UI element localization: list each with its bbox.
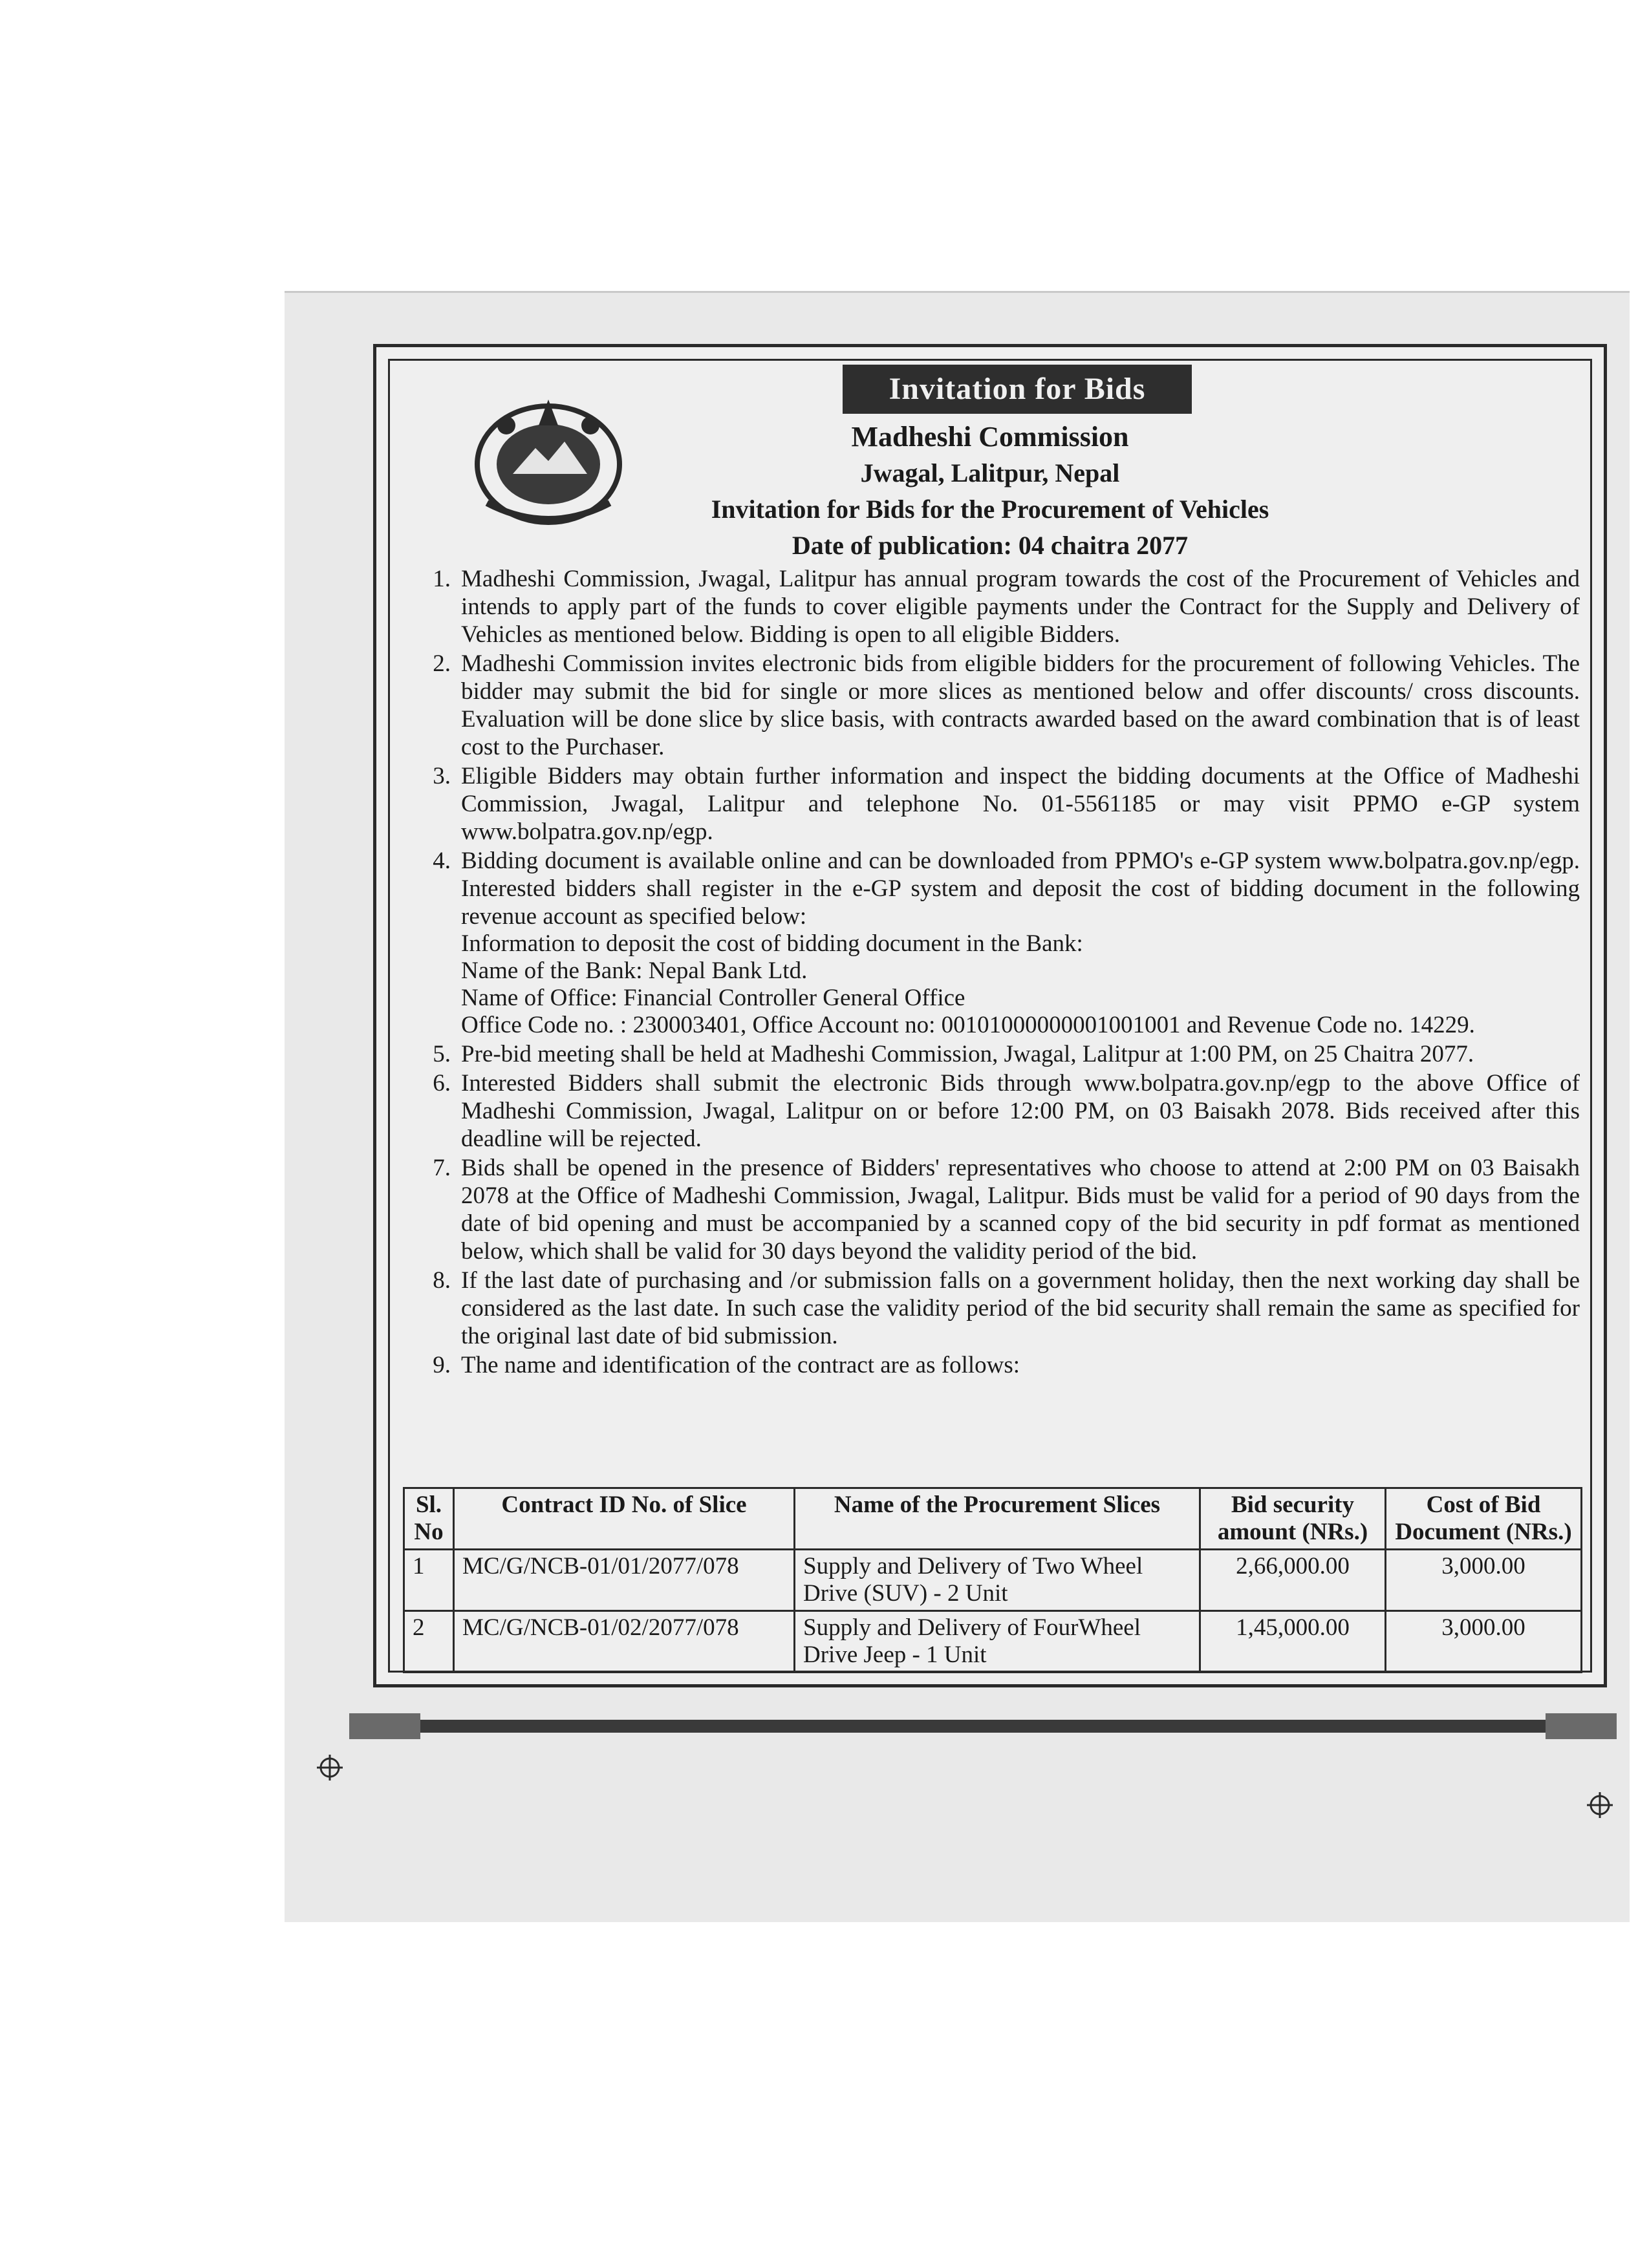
contract-table: [403, 1487, 1582, 1673]
clause-number: 1.: [433, 566, 451, 592]
cell-slice-name: Supply and Delivery of FourWheel Drive Jeep - 1 Unit: [795, 1611, 1200, 1673]
print-registration-mark-icon: [316, 1753, 344, 1782]
column-header-contract-id: Contract ID No. of Slice: [454, 1488, 795, 1550]
clause-number: 9.: [433, 1352, 451, 1378]
clause-1: [412, 565, 1580, 648]
cell-contract-id: MC/G/NCB-01/02/2077/078: [454, 1611, 795, 1673]
bank-name: Name of the Bank: Nepal Bank Ltd.: [461, 957, 808, 984]
notice-subtitle: Invitation for Bids for the Procurement of Vehicles: [711, 495, 1269, 524]
column-header-doc-cost: Cost of Bid Document (NRs.): [1386, 1488, 1582, 1550]
clause-5: [412, 1040, 1580, 1068]
cell-bid-security: 2,66,000.00: [1200, 1550, 1386, 1611]
clause-text: The name and identification of the contract are as follows:: [461, 1352, 1020, 1378]
organization-address: Jwagal, Lalitpur, Nepal: [860, 458, 1120, 487]
bid-notice: [373, 344, 1607, 1687]
clause-text: Eligible Bidders may obtain further information and inspect the bidding documents at the Office of Madheshi Commission, Jwagal, Lalitpur and telephone No. 01-5561185 or may visit PPMO e-GP system www.bolpatra.gov.np/egp.: [461, 763, 1580, 845]
column-header-bid-security: Bid security amount (NRs.): [1200, 1488, 1386, 1550]
clause-text: Madheshi Commission invites electronic bids from eligible bidders for the procurement of following Vehicles. The bidder may submit the bid for single or more slices as mentioned below and offer discounts/ cross discounts. Evaluation will be done slice by slice basis, with contracts awarded based on the award combination that is of least cost to the Purchaser.: [461, 650, 1580, 760]
footer-color-block: [1546, 1713, 1617, 1739]
cell-bid-security: 1,45,000.00: [1200, 1611, 1386, 1673]
clause-number: 4.: [433, 848, 451, 874]
clause-4: [412, 847, 1580, 1039]
clause-4-body: [461, 847, 1580, 1039]
cell-doc-cost: 3,000.00: [1386, 1550, 1582, 1611]
notice-banner-title: Invitation for Bids: [843, 365, 1192, 414]
cell-sl-no: 2: [404, 1611, 454, 1673]
cell-doc-cost: 3,000.00: [1386, 1611, 1582, 1673]
clause-7: [412, 1154, 1580, 1265]
footer-rule: [349, 1720, 1617, 1733]
clause-number: 6.: [433, 1070, 451, 1097]
table-header-row: [404, 1488, 1582, 1550]
clause-number: 7.: [433, 1155, 451, 1181]
clause-text: If the last date of purchasing and /or submission falls on a government holiday, then the next working day shall be considered as the last date. In such case the validity period of the bid security shall remain the same as specified for the original last date of bid submission.: [461, 1267, 1580, 1349]
clause-number: 2.: [433, 650, 451, 677]
office-name: Name of Office: Financial Controller General Office: [461, 985, 965, 1011]
clause-number: 5.: [433, 1041, 451, 1067]
clause-6: [412, 1069, 1580, 1153]
table-row: [404, 1550, 1582, 1611]
clause-3: [412, 762, 1580, 846]
account-codes: Office Code no. : 230003401, Office Account no: 00101000000001001001 and Revenue Code no. 14229.: [461, 1012, 1475, 1038]
organization-name: Madheshi Commission: [851, 421, 1129, 453]
table-row: [404, 1611, 1582, 1673]
bank-info-heading: Information to deposit the cost of bidding document in the Bank:: [461, 930, 1083, 957]
footer-color-block: [349, 1713, 420, 1739]
print-registration-mark-icon: [1586, 1791, 1614, 1819]
clause-number: 3.: [433, 763, 451, 789]
clause-text: Interested Bidders shall submit the electronic Bids through www.bolpatra.gov.np/egp to the above Office of Madheshi Commission, Jwagal, Lalitpur on or before 12:00 PM, on 03 Baisakh 2078. Bids received after this deadline will be rejected.: [461, 1070, 1580, 1152]
clause-text: Pre-bid meeting shall be held at Madheshi Commission, Jwagal, Lalitpur at 1:00 PM, on 25 Chaitra 2077.: [461, 1041, 1474, 1067]
clause-2: [412, 650, 1580, 761]
column-header-slice-name: Name of the Procurement Slices: [795, 1488, 1200, 1550]
publication-date: Date of publication: 04 chaitra 2077: [792, 531, 1189, 560]
cell-contract-id: MC/G/NCB-01/01/2077/078: [454, 1550, 795, 1611]
notice-clauses: [412, 565, 1580, 1380]
clause-text: Bids shall be opened in the presence of Bidders' representatives who choose to attend at 2:00 PM on 03 Baisakh 2078 at the Office of Madheshi Commission, Jwagal, Lalitpur. Bids must be valid for a period of 90 days from the date of bid opening and must be accompanied by a scanned copy of the bid security in pdf format as mentioned below, which shall be valid for 30 days beyond the validity period of the bid.: [461, 1155, 1580, 1265]
column-header-sl-no: Sl. No: [404, 1488, 454, 1550]
bank-deposit-info: [461, 930, 1580, 1039]
clause-text: Bidding document is available online and can be downloaded from PPMO's e-GP system www.bolpatra.gov.np/egp. Interested bidders shall register in the e-GP system and deposit the cost of bidding document in the following revenue account as specified below:: [461, 848, 1580, 930]
clause-number: 8.: [433, 1267, 451, 1294]
notice-inner-border: [388, 359, 1592, 1673]
clause-9: [412, 1351, 1580, 1379]
clause-text: Madheshi Commission, Jwagal, Lalitpur has annual program towards the cost of the Procurement of Vehicles and intends to apply part of the funds to cover eligible payments under the Contract for the Supply and Delivery of Vehicles as mentioned below. Bidding is open to all eligible Bidders.: [461, 566, 1580, 648]
clause-8: [412, 1267, 1580, 1350]
cell-sl-no: 1: [404, 1550, 454, 1611]
cell-slice-name: Supply and Delivery of Two Wheel Drive (SUV) - 2 Unit: [795, 1550, 1200, 1611]
